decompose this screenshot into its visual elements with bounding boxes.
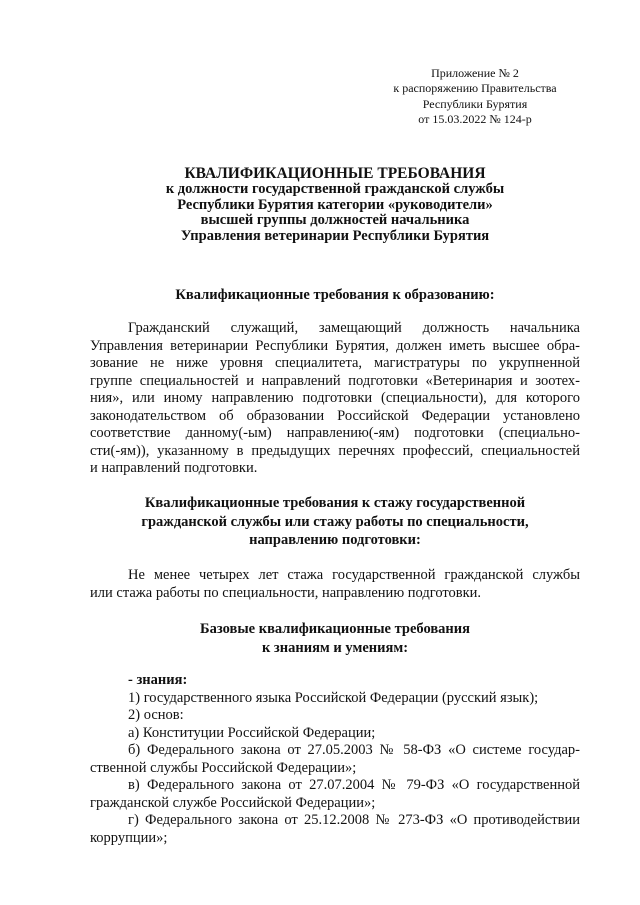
paragraph-line: зование не ниже уровня специалитета, магистратуры по укрупненной	[90, 355, 580, 371]
list-item: г) Федерального закона от 25.12.2008 № 273-ФЗ «О противодействии	[128, 812, 580, 828]
list-item: ственной службы Российской Федерации»;	[90, 759, 357, 776]
list-item: гражданской службе Российской Федерации»;	[90, 794, 376, 811]
appendix-line: Приложение № 2	[431, 66, 519, 80]
title-line: КВАЛИФИКАЦИОННЫЕ ТРЕБОВАНИЯ	[184, 165, 486, 182]
title-line: Республики Бурятия категории «руководители»	[177, 196, 493, 213]
paragraph-line: сти(-ям)), указанному в предыдущих перечнях профессий, специальностей	[90, 442, 580, 459]
heading-line: Квалификационные требования к образованию:	[175, 287, 495, 303]
knowledge-label: - знания:	[128, 672, 188, 688]
paragraph-line: Не менее четырех лет стажа государственной гражданской службы	[128, 567, 580, 583]
heading-line: Квалификационные требования к стажу государственной	[144, 495, 526, 511]
paragraph-line: ния», или иному направлению подготовки (специальности), для которого	[90, 390, 580, 406]
paragraph-line: законодательством об образовании Российской Федерации установлено	[90, 407, 580, 424]
paragraph-line: Управления ветеринарии Республики Бурятия, должен иметь высшее обра-	[90, 337, 580, 354]
experience-paragraph	[90, 567, 580, 602]
appendix-block	[380, 66, 570, 128]
appendix-line: к распоряжению Правительства	[393, 81, 557, 96]
experience-heading	[90, 494, 580, 550]
appendix-line: Республики Бурятия	[422, 96, 528, 111]
paragraph-line: или стажа работы по специальности, направлению подготовки.	[90, 584, 482, 601]
appendix-line: от 15.03.2022 № 124-р	[418, 112, 532, 127]
paragraph-line: соответствие данному(-ым) направлению(-ям) подготовки (специально-	[90, 425, 580, 441]
list-item: коррупции»;	[90, 829, 168, 846]
heading-line: направлению подготовки:	[249, 532, 421, 548]
list-item: 1) государственного языка Российской Федерации (русский язык);	[128, 689, 539, 706]
heading-line: гражданской службы или стажу работы по специальности,	[141, 513, 529, 530]
title-line: Управления ветеринарии Республики Бурятия	[180, 227, 490, 244]
knowledge-heading	[90, 620, 580, 657]
document-title	[100, 165, 570, 244]
heading-line: к знаниям и умениям:	[261, 639, 409, 656]
paragraph-line: и направлений подготовки.	[90, 460, 258, 476]
list-item: 2) основ:	[128, 707, 184, 723]
heading-line: Базовые квалификационные требования	[200, 621, 470, 637]
list-item: а) Конституции Российской Федерации;	[128, 724, 376, 741]
list-item: в) Федерального закона от 27.07.2004 № 79-ФЗ «О государственной	[128, 777, 580, 793]
paragraph-line: Гражданский служащий, замещающий должность начальника	[128, 320, 580, 336]
list-item: б) Федерального закона от 27.05.2003 № 58-ФЗ «О системе государ-	[128, 742, 580, 758]
knowledge-list	[90, 672, 580, 847]
education-heading	[90, 286, 580, 305]
paragraph-line: группе специальностей и направлений подготовки «Ветеринария и зоотех-	[90, 372, 580, 389]
title-line: к должности государственной гражданской службы	[165, 181, 505, 197]
education-paragraph	[90, 320, 580, 478]
title-line: высшей группы должностей начальника	[200, 212, 470, 228]
